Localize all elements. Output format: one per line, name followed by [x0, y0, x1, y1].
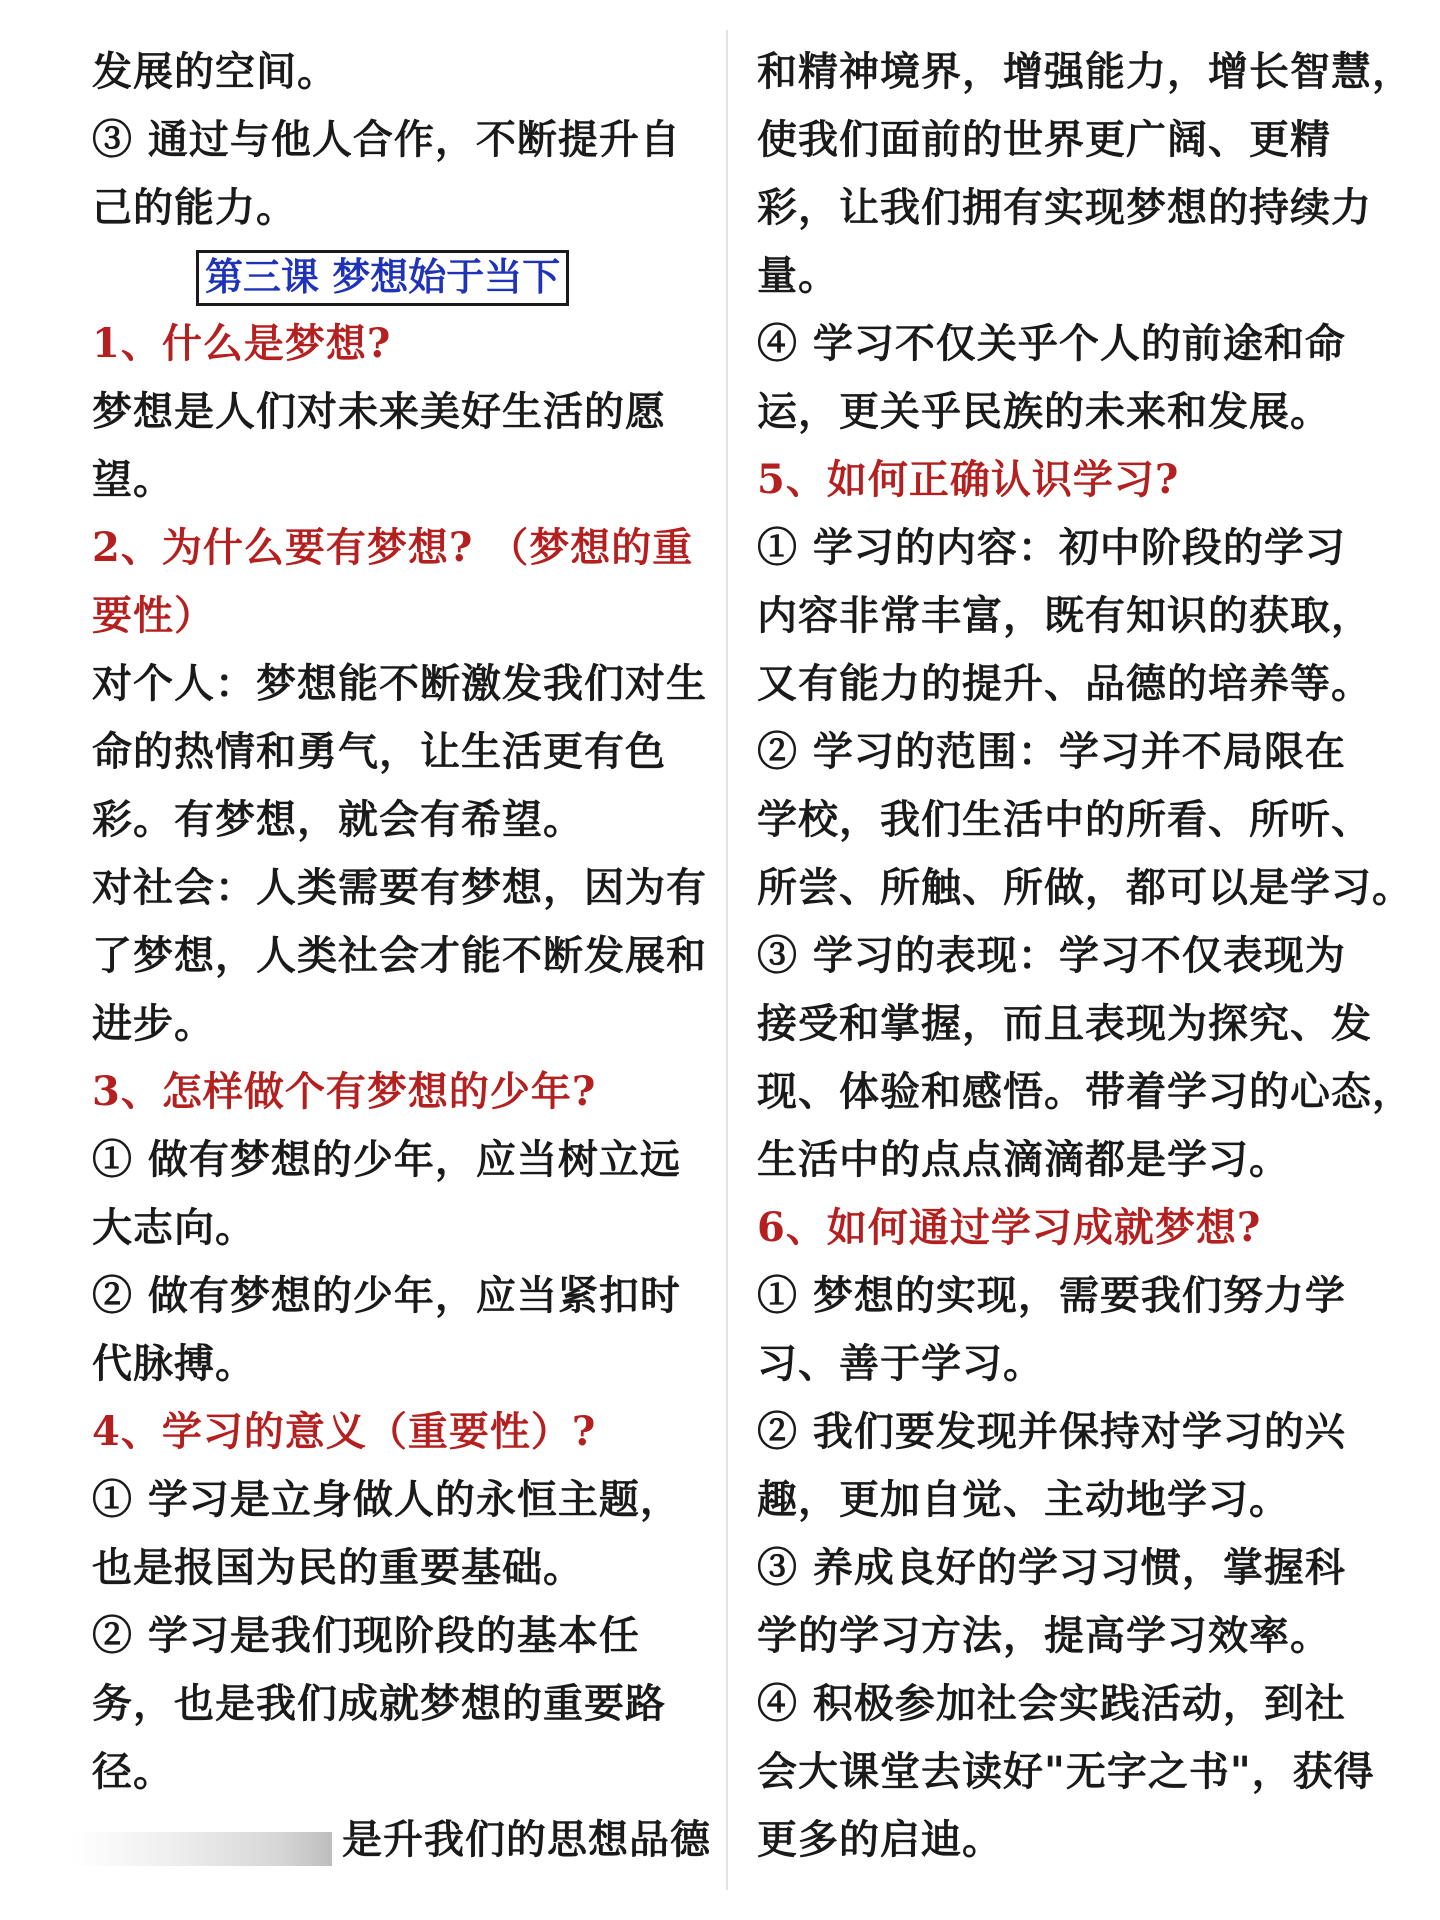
text-line: 和精神境界，增强能力，增长智慧， [757, 48, 1413, 95]
text-line: 务，也是我们成就梦想的重要路 [92, 1680, 666, 1727]
text-line: 发展的空间。 [92, 48, 338, 95]
text-line: 量。 [757, 252, 839, 299]
faded-strip [72, 1832, 332, 1866]
text-line: 进步。 [92, 1000, 215, 1047]
column-divider [726, 30, 728, 1890]
text-line: 学校，我们生活中的所看、所听、 [757, 796, 1372, 843]
section-heading: 要性） [92, 592, 215, 639]
text-line: 己的能力。 [92, 184, 297, 231]
text-line: 习、善于学习。 [757, 1340, 1044, 1387]
text-line: ④ 学习不仅关乎个人的前途和命 [757, 320, 1346, 367]
text-line: 命的热情和勇气，让生活更有色 [92, 728, 666, 775]
text-line: ② 做有梦想的少年，应当紧扣时 [92, 1272, 681, 1319]
section-heading: 6、如何通过学习成就梦想? [757, 1204, 1262, 1251]
text-line: ② 我们要发现并保持对学习的兴 [757, 1408, 1346, 1455]
text-line: 学的学习方法，提高学习效率。 [757, 1612, 1331, 1659]
text-line: ③ 通过与他人合作，不断提升自 [92, 116, 681, 163]
text-line: 代脉搏。 [92, 1340, 256, 1387]
text-line: 更多的启迪。 [757, 1816, 1003, 1863]
text-line: 梦想是人们对未来美好生活的愿 [92, 388, 666, 435]
text-line: 又有能力的提升、品德的培养等。 [757, 660, 1372, 707]
text-line: ③ 学习的表现：学习不仅表现为 [757, 932, 1346, 979]
left-column [92, 38, 711, 1874]
text-line: 径。 [92, 1748, 174, 1795]
text-line: ④ 积极参加社会实践活动，到社 [757, 1680, 1346, 1727]
right-column [757, 38, 1413, 1874]
text-line: 会大课堂去读好"无字之书"，获得 [757, 1748, 1375, 1795]
text-line: 所尝、所触、所做，都可以是学习。 [757, 864, 1413, 911]
text-line: 对社会：人类需要有梦想，因为有 [92, 864, 707, 911]
text-line: 对个人：梦想能不断激发我们对生 [92, 660, 707, 707]
lesson-title-row [92, 242, 704, 310]
text-line: 接受和掌握，而且表现为探究、发 [757, 1000, 1372, 1047]
text-line: 生活中的点点滴滴都是学习。 [757, 1136, 1290, 1183]
section-heading: 3、怎样做个有梦想的少年? [92, 1068, 597, 1115]
section-heading: 2、为什么要有梦想? （梦想的重 [92, 524, 694, 571]
text-line: ① 学习是立身做人的永恒主题， [92, 1476, 681, 1523]
text-line: 望。 [92, 456, 174, 503]
lesson-title: 第三课 梦想始于当下 [196, 250, 569, 306]
text-line: 内容非常丰富，既有知识的获取， [757, 592, 1372, 639]
text-line: ① 做有梦想的少年，应当树立远 [92, 1136, 681, 1183]
text-line: 也是报国为民的重要基础。 [92, 1544, 584, 1591]
text-line: 彩。有梦想，就会有希望。 [92, 796, 584, 843]
section-heading: 1、什么是梦想? [92, 320, 392, 367]
text-line: ② 学习的范围：学习并不局限在 [757, 728, 1346, 775]
text-line: 使我们面前的世界更广阔、更精 [757, 116, 1331, 163]
text-line: 是升我们的思想品德 [342, 1816, 711, 1863]
section-heading: 5、如何正确认识学习? [757, 456, 1180, 503]
text-line: 现、体验和感悟。带着学习的心态， [757, 1068, 1413, 1115]
text-line: 趣，更加自觉、主动地学习。 [757, 1476, 1290, 1523]
text-line: ① 学习的内容：初中阶段的学习 [757, 524, 1346, 571]
text-line: 彩，让我们拥有实现梦想的持续力 [757, 184, 1372, 231]
text-line: 大志向。 [92, 1204, 256, 1251]
text-line: ① 梦想的实现，需要我们努力学 [757, 1272, 1346, 1319]
text-line: 运，更关乎民族的未来和发展。 [757, 388, 1331, 435]
text-line: ③ 养成良好的学习习惯，掌握科 [757, 1544, 1346, 1591]
section-heading: 4、学习的意义（重要性）? [92, 1408, 597, 1455]
text-line: 了梦想，人类社会才能不断发展和 [92, 932, 707, 979]
text-line: ② 学习是我们现阶段的基本任 [92, 1612, 640, 1659]
